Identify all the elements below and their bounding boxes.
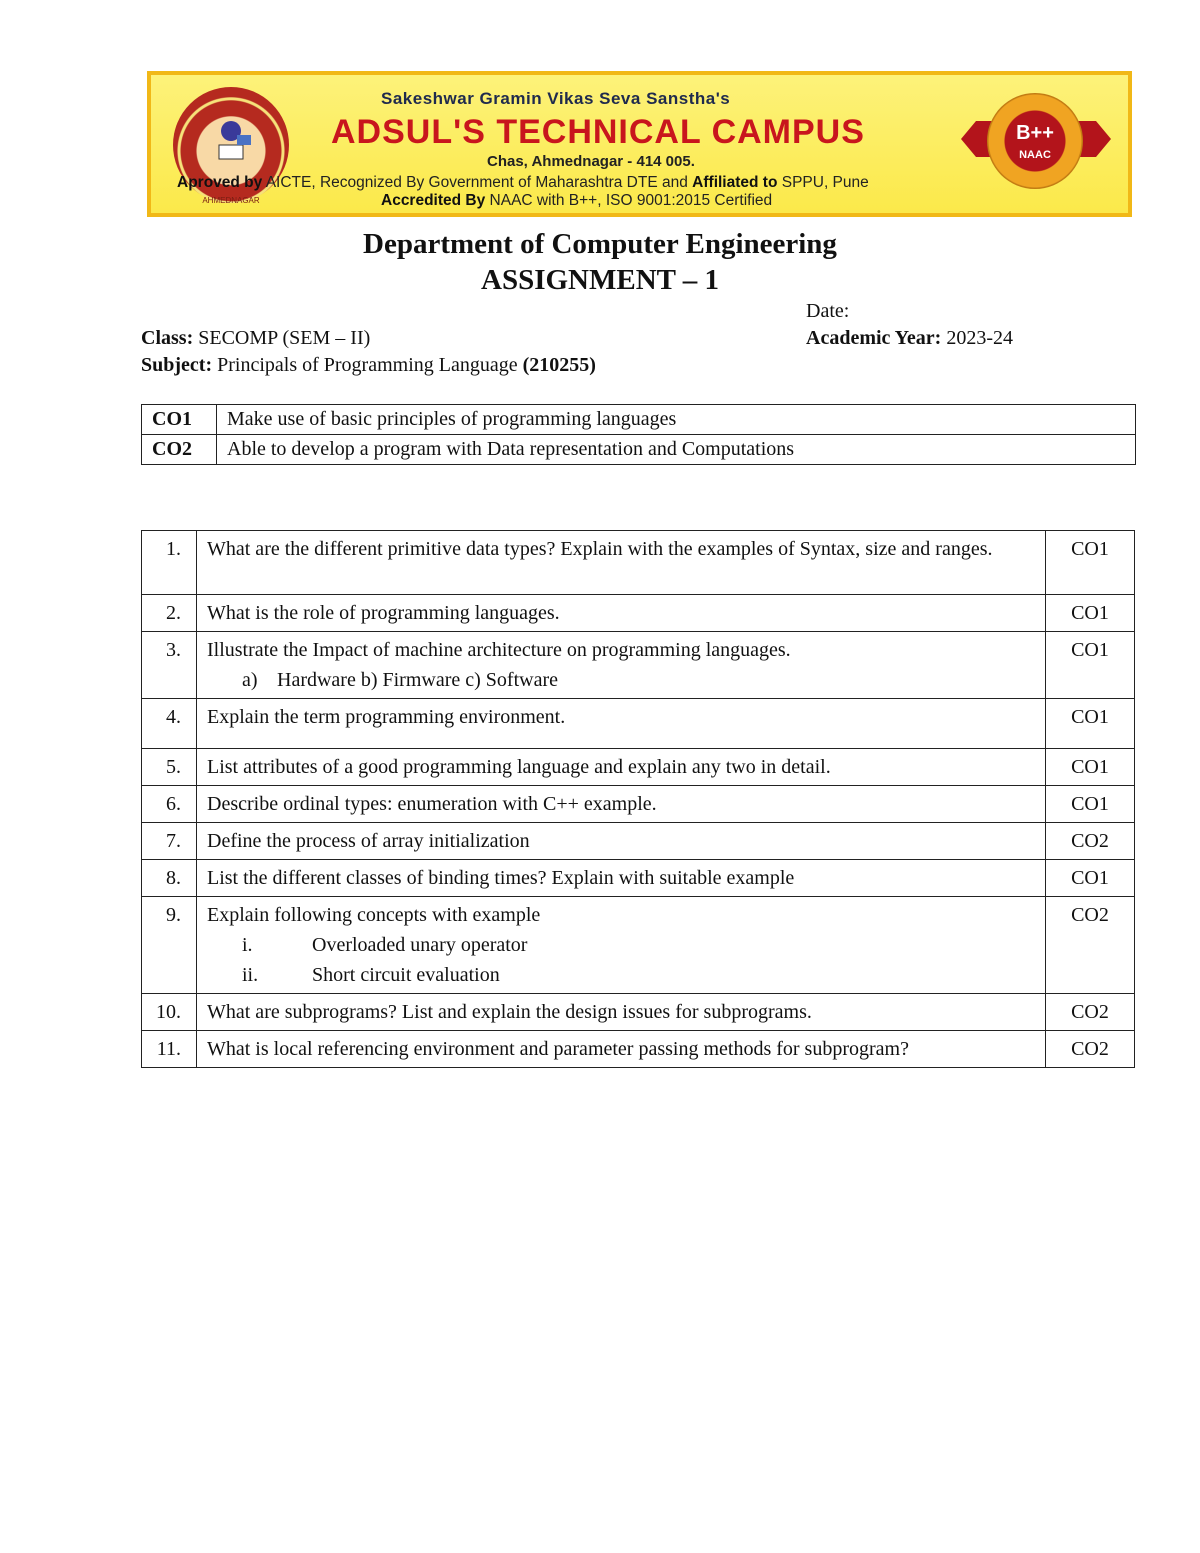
institute-banner	[147, 71, 1132, 217]
question-number: 2.	[142, 595, 197, 632]
table-row	[142, 897, 1135, 994]
question-number: 11.	[142, 1031, 197, 1068]
table-row	[142, 531, 1135, 595]
co-code: CO2	[142, 435, 217, 465]
table-row	[142, 823, 1135, 860]
question-co: CO2	[1046, 1031, 1135, 1068]
question-number: 5.	[142, 749, 197, 786]
question-text: What is the role of programming languages.	[197, 595, 1046, 632]
assignment-title: ASSIGNMENT – 1	[481, 264, 719, 296]
table-row	[142, 749, 1135, 786]
course-outcomes-table	[141, 404, 1136, 465]
question-co: CO1	[1046, 595, 1135, 632]
question-number: 8.	[142, 860, 197, 897]
institute-address: Chas, Ahmednagar - 414 005.	[487, 153, 695, 170]
question-co: CO1	[1046, 860, 1135, 897]
class-info: Class: SECOMP (SEM – II)	[141, 327, 371, 349]
naac-badge	[987, 93, 1083, 189]
question-co: CO1	[1046, 786, 1135, 823]
table-row	[142, 632, 1135, 699]
question-co: CO2	[1046, 994, 1135, 1031]
table-row	[142, 786, 1135, 823]
questions-table	[141, 530, 1135, 1068]
question-co: CO1	[1046, 749, 1135, 786]
question-text: What is local referencing environment and parameter passing methods for subprogram?	[197, 1031, 1046, 1068]
co-description: Make use of basic principles of programming languages	[217, 405, 1136, 435]
question-text: List attributes of a good programming language and explain any two in detail.	[197, 749, 1046, 786]
society-name: Sakeshwar Gramin Vikas Seva Sanstha's	[381, 89, 731, 108]
seal-caption: AHMEDNAGAR	[202, 196, 260, 205]
academic-year-info: Academic Year: 2023-24	[806, 327, 1013, 349]
table-row	[142, 435, 1136, 465]
institute-name: ADSUL'S TECHNICAL CAMPUS	[331, 113, 865, 151]
table-row	[142, 595, 1135, 632]
question-co: CO1	[1046, 632, 1135, 699]
table-row	[142, 860, 1135, 897]
approval-line: Aproved by AICTE, Recognized By Government of Maharashtra DTE and Affiliated to SPPU, Pune	[177, 174, 869, 191]
question-number: 4.	[142, 699, 197, 749]
question-text: Illustrate the Impact of machine architecture on programming languages. a) Hardware b) Firmware c) Software	[197, 632, 1046, 699]
table-row	[142, 1031, 1135, 1068]
accreditation-line: Accredited By NAAC with B++, ISO 9001:2015 Certified	[381, 192, 773, 209]
question-text: What are the different primitive data types? Explain with the examples of Syntax, size and ranges.	[197, 531, 1046, 595]
question-number: 1.	[142, 531, 197, 595]
table-row	[142, 405, 1136, 435]
question-co: CO1	[1046, 699, 1135, 749]
date-label: Date:	[806, 300, 850, 322]
question-text: Explain the term programming environment.	[197, 699, 1046, 749]
question-number: 6.	[142, 786, 197, 823]
question-text: Describe ordinal types: enumeration with C++ example.	[197, 786, 1046, 823]
question-number: 9.	[142, 897, 197, 994]
book-computer-icon	[203, 113, 259, 169]
question-number: 3.	[142, 632, 197, 699]
question-co: CO1	[1046, 531, 1135, 595]
question-text: Explain following concepts with example i. Overloaded unary operator ii. Short circuit evaluation	[197, 897, 1046, 994]
naac-label: NAAC	[1019, 149, 1051, 161]
co-description: Able to develop a program with Data representation and Computations	[217, 435, 1136, 465]
department-title: Department of Computer Engineering	[363, 228, 837, 260]
sub-item: ii. Short circuit evaluation	[242, 964, 500, 986]
question-text: Define the process of array initialization	[197, 823, 1046, 860]
question-co: CO2	[1046, 897, 1135, 994]
table-row	[142, 699, 1135, 749]
question-text: List the different classes of binding times? Explain with suitable example	[197, 860, 1046, 897]
co-code: CO1	[142, 405, 217, 435]
table-row	[142, 994, 1135, 1031]
naac-grade: B++	[1016, 122, 1054, 144]
question-text: What are subprograms? List and explain the design issues for subprograms.	[197, 994, 1046, 1031]
question-number: 10.	[142, 994, 197, 1031]
question-co: CO2	[1046, 823, 1135, 860]
sub-item: a) Hardware b) Firmware c) Software	[242, 669, 558, 691]
sub-item: i. Overloaded unary operator	[242, 934, 528, 956]
subject-info: Subject: Principals of Programming Language (210255)	[141, 354, 596, 376]
question-number: 7.	[142, 823, 197, 860]
